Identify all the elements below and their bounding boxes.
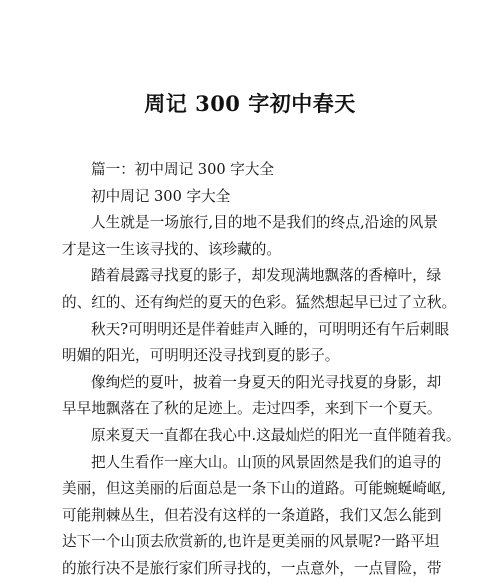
paragraph-line: 人生就是一场旅行,目的地不是我们的终点,沿途的风景 bbox=[91, 214, 438, 232]
paragraph-line: 把人生看作一座大山。山顶的风景固然是我们的追寻的 bbox=[91, 453, 442, 471]
paragraph-line: 像绚烂的夏叶，披着一身夏天的阳光寻找夏的身影，却 bbox=[91, 373, 442, 391]
paragraph-line: 秋天?可明明还是伴着蛙声入睡的，可明明还有午后刺眼 bbox=[91, 320, 450, 338]
paragraph-line: 达下一个山顶去欣赏新的,也许是更美丽的风景呢?一路平坦 bbox=[62, 533, 440, 551]
paragraph-line: 才是这一生该寻找的、该珍藏的。 bbox=[62, 240, 281, 258]
paragraph-line: 明媚的阳光，可明明还没寻找到夏的影子。 bbox=[62, 347, 340, 365]
paragraph-line: 的旅行决不是旅行家们所寻找的，一点意外，一点冒险，带 bbox=[62, 559, 442, 577]
paragraph-line: 踏着晨露寻找夏的影子，却发现满地飘落的香樟叶，绿 bbox=[91, 267, 442, 285]
section-heading: 篇一：初中周记 300 字大全 bbox=[91, 161, 275, 178]
document-title: 周记 300 字初中春天 bbox=[144, 91, 356, 116]
document-body bbox=[62, 157, 461, 583]
paragraph-line: 可能荆棘丛生，但若没有这样的一条道路，我们又怎么能到 bbox=[62, 506, 442, 524]
paragraph-line: 原来夏天一直都在我心中.这最灿烂的阳光一直伴随着我。 bbox=[91, 426, 461, 444]
paragraph-line: 美丽，但这美丽的后面总是一条下山的道路。可能蜿蜒崎岖, bbox=[62, 480, 447, 498]
paragraph-line: 早早地飘落在了秋的足迹上。走过四季，来到下一个夏天。 bbox=[62, 400, 442, 418]
section-subheading: 初中周记 300 字大全 bbox=[91, 187, 231, 205]
paragraph-line: 的、红的、还有绚烂的夏天的色彩。猛然想起早已过了立秋。 bbox=[62, 293, 457, 311]
